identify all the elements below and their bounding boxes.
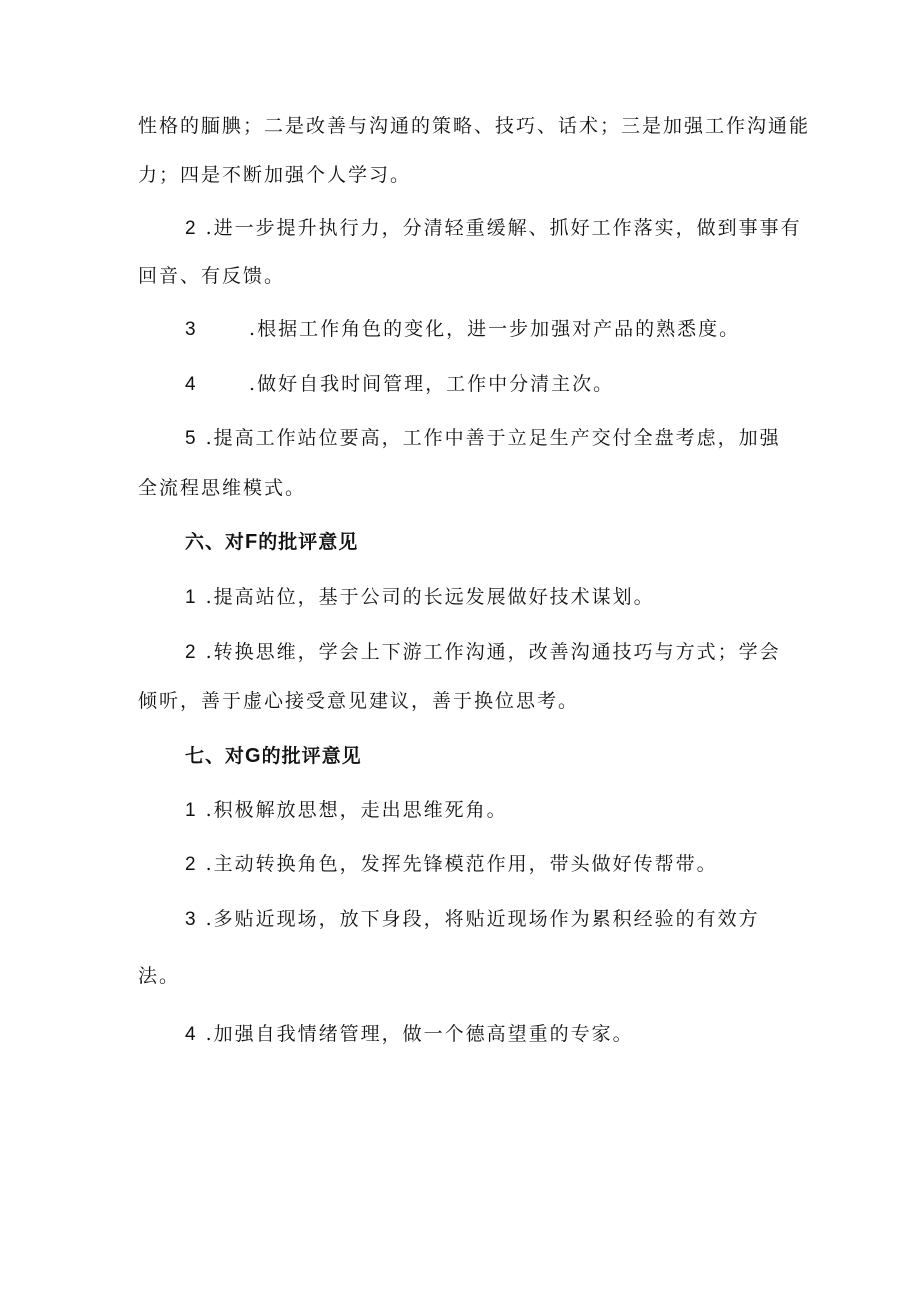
list-item bbox=[185, 216, 802, 241]
item-text: .转换思维，学会上下游工作沟通，改善沟通技巧与方式；学会 bbox=[205, 641, 781, 663]
list-item bbox=[185, 426, 781, 451]
heading-suffix: 的批评意见 bbox=[261, 745, 362, 767]
paragraph-line: 性格的腼腆；二是改善与沟通的策略、技巧、话术；三是加强工作沟通能 bbox=[138, 115, 811, 137]
item-number: 3 bbox=[185, 909, 198, 930]
heading-prefix: 七、对 bbox=[185, 745, 246, 767]
list-item bbox=[185, 798, 508, 823]
item-number: 4 bbox=[185, 374, 198, 395]
item-number: 5 bbox=[185, 428, 198, 449]
item-text: .提高站位，基于公司的长远发展做好技术谋划。 bbox=[205, 586, 655, 608]
heading-letter: F bbox=[245, 531, 259, 553]
list-item bbox=[185, 640, 781, 665]
list-item bbox=[185, 317, 740, 342]
item-number: 1 bbox=[185, 587, 198, 608]
list-item bbox=[185, 1022, 634, 1047]
item-number: 2 bbox=[185, 642, 198, 663]
item-number: 1 bbox=[185, 800, 198, 821]
item-text: .多贴近现场，放下身段，将贴近现场作为累积经验的有效方 bbox=[205, 908, 760, 930]
item-number: 3 bbox=[185, 319, 198, 340]
list-item-continuation: 倾听，善于虚心接受意见建议，善于换位思考。 bbox=[138, 690, 580, 712]
item-text: .主动转换角色，发挥先锋模范作用，带头做好传帮带。 bbox=[205, 853, 718, 875]
item-text: .进一步提升执行力，分清轻重缓解、抓好工作落实，做到事事有 bbox=[205, 217, 802, 239]
item-number: 4 bbox=[185, 1024, 198, 1045]
heading-suffix: 的批评意见 bbox=[258, 531, 359, 553]
item-number: 2 bbox=[185, 854, 198, 875]
section-heading bbox=[185, 744, 362, 768]
list-item-continuation: 回音、有反馈。 bbox=[138, 265, 286, 287]
list-item bbox=[185, 852, 718, 877]
section-heading bbox=[185, 530, 358, 554]
item-number: 2 bbox=[185, 218, 198, 239]
item-text: .根据工作角色的变化，进一步加强对产品的熟悉度。 bbox=[249, 318, 741, 340]
item-text: .加强自我情绪管理，做一个德高望重的专家。 bbox=[205, 1023, 634, 1045]
list-item-continuation: 全流程思维模式。 bbox=[138, 477, 307, 499]
paragraph-line: 力；四是不断加强个人学习。 bbox=[138, 164, 412, 186]
item-text: .提高工作站位要高，工作中善于立足生产交付全盘考虑，加强 bbox=[205, 427, 781, 449]
list-item bbox=[185, 372, 614, 397]
heading-prefix: 六、对 bbox=[185, 531, 246, 553]
list-item-continuation: 法。 bbox=[138, 965, 181, 987]
item-text: .做好自我时间管理，工作中分清主次。 bbox=[249, 373, 615, 395]
list-item bbox=[185, 585, 655, 610]
heading-letter: G bbox=[245, 745, 262, 767]
item-text: .积极解放思想，走出思维死角。 bbox=[205, 799, 508, 821]
list-item bbox=[185, 907, 760, 932]
